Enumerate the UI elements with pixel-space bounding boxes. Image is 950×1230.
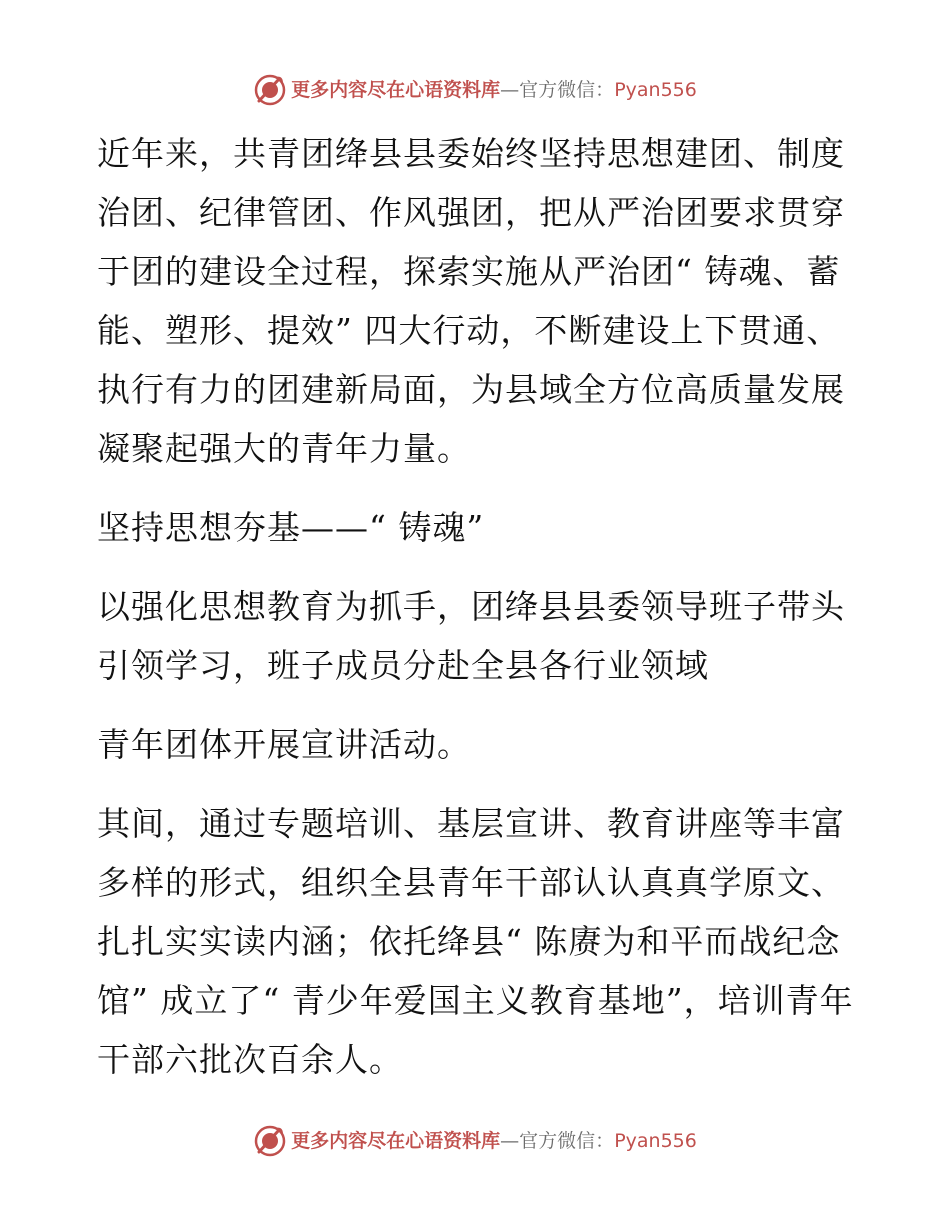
paragraph-training: 其间，通过专题培训、基层宣讲、教育讲座等丰富多样的形式，组织全县青年干部认认真真学原文、扎扎实实读内涵；依托绛县“ 陈赓为和平而战纪念馆” 成立了“ 青少年爱国主义教育基地”，培训青年干部六批次百余人。 (97, 804, 854, 1079)
quill-seal-icon (253, 1124, 287, 1158)
watermark-brand: 更多内容尽在心语资料库 (291, 1130, 501, 1152)
header-watermark (0, 70, 950, 110)
paragraph-youth-groups: 青年团体开展宣讲活动。 (97, 725, 471, 764)
quill-seal-icon (253, 73, 287, 107)
watermark-account: Pyan556 (614, 1130, 697, 1152)
watermark-separator: —官方微信： (500, 79, 615, 101)
document-body (97, 124, 857, 1089)
paragraph-leadership: 以强化思想教育为抓手，团绛县县委领导班子带头引领学习，班子成员分赴全县各行业领域 (97, 587, 845, 685)
watermark-account: Pyan556 (614, 79, 697, 101)
watermark-brand: 更多内容尽在心语资料库 (291, 79, 501, 101)
watermark-separator: —官方微信： (500, 1130, 615, 1152)
paragraph-intro: 近年来，共青团绛县县委始终坚持思想建团、制度治团、纪律管团、作风强团，把从严治团要求贯穿于团的建设全过程，探索实施从严治团“ 铸魂、蓄能、塑形、提效” 四大行动，不断建设上下贯通、执行有力的团建新局面，为县域全方位高质量发展凝聚起强大的青年力量。 (97, 134, 845, 468)
paragraph-heading-soul: 坚持思想夯基——“ 铸魂” (97, 508, 485, 547)
footer-watermark (0, 1121, 950, 1161)
